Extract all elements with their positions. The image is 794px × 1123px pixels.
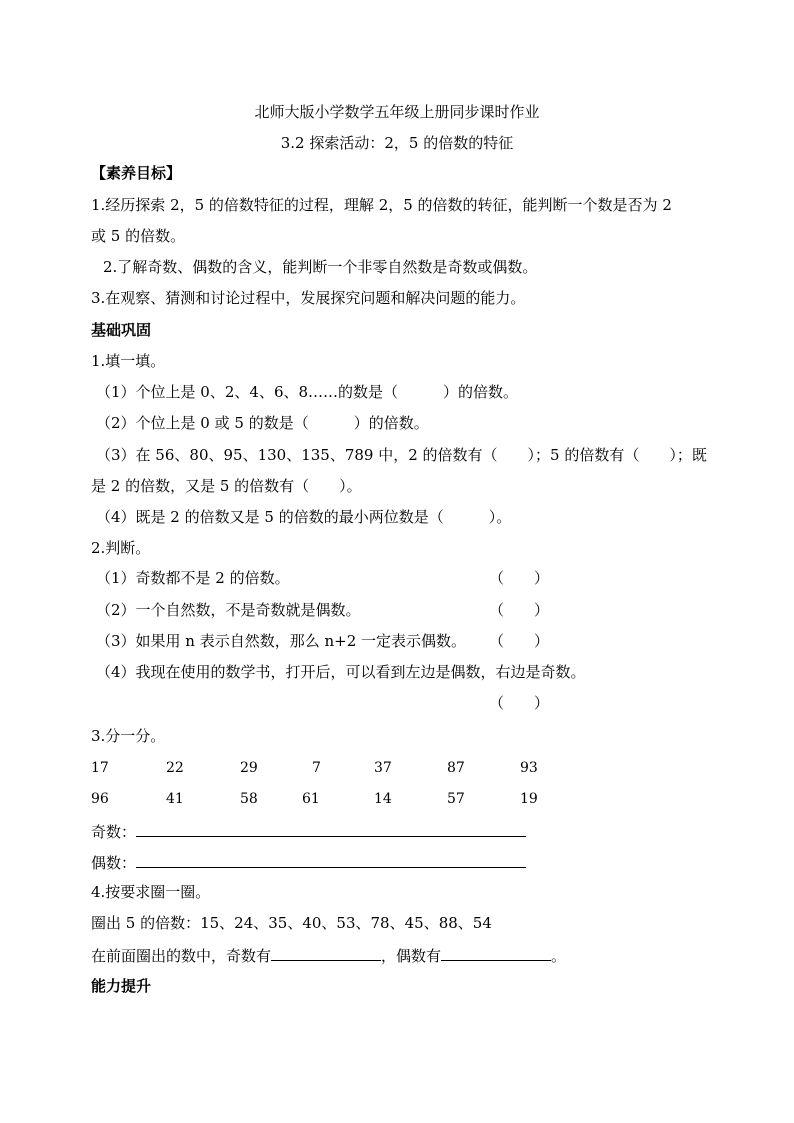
even-label: 偶数： xyxy=(91,854,137,872)
q3-title: 3.分一分。 xyxy=(91,727,166,745)
q4-line-2 xyxy=(91,944,566,966)
goal-2: 2.了解奇数、偶数的含义，能判断一个非零自然数是奇数或偶数。 xyxy=(103,258,538,276)
advanced-heading: 能力提升 xyxy=(91,977,152,995)
basic-heading: 基础巩固 xyxy=(91,321,152,339)
q3-number: 87 xyxy=(447,760,465,776)
document-subtitle: 3.2 探索活动：2，5 的倍数的特征 xyxy=(280,134,514,152)
goals-heading: 【素养目标】 xyxy=(91,164,182,182)
q3-number: 61 xyxy=(302,791,320,807)
q3-number: 57 xyxy=(447,791,465,807)
q4-end-mark: 。 xyxy=(551,947,567,965)
goal-1-line-1: 1.经历探索 2，5 的倍数特征的过程，理解 2，5 的倍数的转征，能判断一个数是否为 2 xyxy=(91,196,672,214)
q3-number: 41 xyxy=(166,791,184,807)
q3-number: 19 xyxy=(520,791,538,807)
q2-answer-paren-1: （ ） xyxy=(489,569,550,587)
q4-line-1: 圈出 5 的倍数：15、24、35、40、53、78、45、88、54 xyxy=(91,914,492,932)
q2-answer-paren-2: （ ） xyxy=(489,601,550,619)
q4-even-blank[interactable] xyxy=(441,944,551,961)
q3-number: 58 xyxy=(240,791,258,807)
q1-item-3-line-1: （3）在 56、80、95、130、135、789 中，2 的倍数有（ ）；5 的倍数有（ ）；既 xyxy=(96,446,707,464)
q3-number: 29 xyxy=(240,760,258,776)
q3-number: 96 xyxy=(91,791,109,807)
q1-item-1: （1）个位上是 0、2、4、6、8……的数是（ ）的倍数。 xyxy=(96,383,519,401)
odd-answer-blank[interactable] xyxy=(136,820,526,837)
q3-odd-row xyxy=(91,820,526,842)
q2-title: 2.判断。 xyxy=(91,539,151,557)
q4-odd-blank[interactable] xyxy=(271,944,381,961)
q3-number: 14 xyxy=(374,791,392,807)
q2-item-3: （3）如果用 n 表示自然数，那么 n+2 一定表示偶数。 xyxy=(96,632,467,650)
goal-1-line-2: 或 5 的倍数。 xyxy=(91,227,186,245)
q4-title: 4.按要求圈一圈。 xyxy=(91,883,211,901)
q2-answer-paren-3: （ ） xyxy=(489,632,550,650)
q2-answer-paren-4: （ ） xyxy=(489,694,550,712)
q2-item-4: （4）我现在使用的数学书，打开后，可以看到左边是偶数，右边是奇数。 xyxy=(96,663,586,681)
q3-even-row xyxy=(91,851,526,873)
q3-number: 17 xyxy=(91,760,109,776)
document-title: 北师大版小学数学五年级上册同步课时作业 xyxy=(254,103,540,121)
q1-item-3-line-2: 是 2 的倍数，又是 5 的倍数有（ ）。 xyxy=(91,477,362,495)
even-answer-blank[interactable] xyxy=(136,851,526,868)
odd-label: 奇数： xyxy=(91,823,137,841)
q1-item-4: （4）既是 2 的倍数又是 5 的倍数的最小两位数是（ ）。 xyxy=(96,508,512,526)
q3-number: 93 xyxy=(520,760,538,776)
q2-item-2: （2）一个自然数，不是奇数就是偶数。 xyxy=(96,601,361,619)
q1-title: 1.填一填。 xyxy=(91,352,166,370)
q4-odd-prompt: 在前面圈出的数中，奇数有 xyxy=(91,947,272,965)
goal-3: 3.在观察、猜测和讨论过程中，发展探究问题和解决问题的能力。 xyxy=(91,289,526,307)
q3-number: 37 xyxy=(374,760,392,776)
q1-item-2: （2）个位上是 0 或 5 的数是（ ）的倍数。 xyxy=(96,414,429,432)
q4-even-prompt: ，偶数有 xyxy=(381,947,442,965)
q2-item-1: （1）奇数都不是 2 的倍数。 xyxy=(96,569,290,587)
q3-number: 22 xyxy=(166,760,184,776)
q3-number: 7 xyxy=(312,760,321,776)
